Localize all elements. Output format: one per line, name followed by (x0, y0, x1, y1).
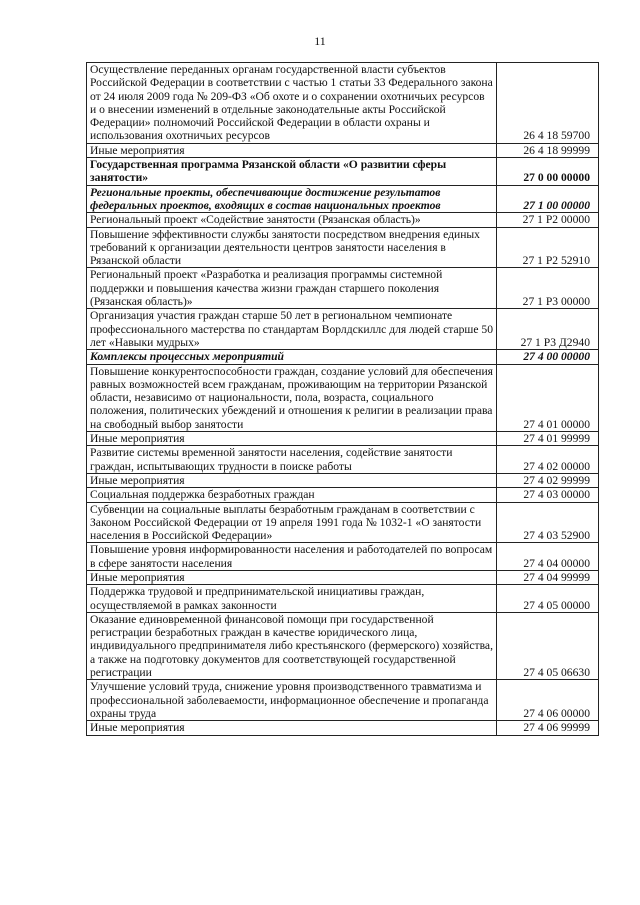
row-name: Субвенции на социальные выплаты безработным гражданам в соответствии с Законом Российской Федерации от 19 апреля 1991 года № 1032-1 «О занятости населения в Российской Федерации» (87, 502, 497, 543)
row-name: Оказание единовременной финансовой помощи при государственной регистрации безработных граждан в качестве юридического лица, индивидуального предпринимателя либо крестьянского (фермерского) хозяйства, а также на подготовку документов для соответствующей государственной регистрации (87, 612, 497, 679)
table-row (87, 227, 599, 268)
table-row (87, 309, 599, 350)
table-row (87, 185, 599, 213)
row-name: Иные мероприятия (87, 721, 497, 735)
table-row (87, 213, 599, 227)
table-row (87, 543, 599, 571)
row-code: 27 4 01 00000 (497, 364, 599, 431)
row-name: Развитие системы временной занятости населения, содействие занятости граждан, испытывающих трудности в поиске работы (87, 446, 497, 474)
row-code: 27 4 04 00000 (497, 543, 599, 571)
row-name: Региональные проекты, обеспечивающие достижение результатов федеральных проектов, входящих в состав национальных проектов (87, 185, 497, 213)
table-row (87, 143, 599, 157)
table-row (87, 350, 599, 364)
row-name: Иные мероприятия (87, 570, 497, 584)
row-code: 27 1 Р3 Д2940 (497, 309, 599, 350)
table-row (87, 364, 599, 431)
table-row (87, 502, 599, 543)
row-code: 27 1 Р2 52910 (497, 227, 599, 268)
row-name: Социальная поддержка безработных граждан (87, 488, 497, 502)
row-code: 27 4 06 99999 (497, 721, 599, 735)
table-row (87, 268, 599, 309)
row-name: Иные мероприятия (87, 432, 497, 446)
row-name: Организация участия граждан старше 50 лет в региональном чемпионате профессионального мастерства по стандартам Ворлдскиллс для людей старше 50 лет «Навыки мудрых» (87, 309, 497, 350)
row-name: Региональный проект «Содействие занятости (Рязанская область)» (87, 213, 497, 227)
row-code: 27 1 00 00000 (497, 185, 599, 213)
row-name: Иные мероприятия (87, 473, 497, 487)
row-code: 27 4 05 06630 (497, 612, 599, 679)
table-row (87, 488, 599, 502)
table-row (87, 446, 599, 474)
row-code: 27 4 01 99999 (497, 432, 599, 446)
row-code: 27 4 06 00000 (497, 680, 599, 721)
row-code: 27 4 04 99999 (497, 570, 599, 584)
row-name: Улучшение условий труда, снижение уровня производственного травматизма и профессиональной заболеваемости, информационное обеспечение и пропаганда охраны труда (87, 680, 497, 721)
row-code: 27 4 03 00000 (497, 488, 599, 502)
row-code: 27 4 05 00000 (497, 585, 599, 613)
row-name: Поддержка трудовой и предпринимательской инициативы граждан, осуществляемой в рамках законности (87, 585, 497, 613)
row-name: Осуществление переданных органам государственной власти субъектов Российской Федерации в соответствии с частью 1 статьи 33 Федерального закона от 24 июля 2009 года № 209-ФЗ «Об охоте и о сохранении охотничьих ресурсов и о внесении изменений в отдельные законодательные акты Российской Федерации» полномочий Российской Федерации в области охраны и использования охотничьих ресурсов (87, 63, 497, 144)
row-code: 26 4 18 99999 (497, 143, 599, 157)
table-row (87, 612, 599, 679)
table-row (87, 63, 599, 144)
row-name: Иные мероприятия (87, 143, 497, 157)
row-name: Повышение эффективности службы занятости посредством внедрения единых требований к организации деятельности центров занятости населения в Рязанской области (87, 227, 497, 268)
table-row (87, 473, 599, 487)
page-number: 11 (314, 34, 326, 48)
row-code: 27 1 Р3 00000 (497, 268, 599, 309)
table-row (87, 680, 599, 721)
row-code: 27 4 00 00000 (497, 350, 599, 364)
row-name: Региональный проект «Разработка и реализация программы системной поддержки и повышения качества жизни граждан старшего поколения (Рязанская область)» (87, 268, 497, 309)
row-code: 27 4 02 00000 (497, 446, 599, 474)
row-name: Повышение конкурентоспособности граждан, создание условий для обеспечения равных возможностей всем гражданам, проживающим на территории Рязанской области, независимо от национальности, пола, возраста, социального положения, политических убеждений и отношения к религии в реализации права на свободный выбор занятости (87, 364, 497, 431)
row-name: Повышение уровня информированности населения и работодателей по вопросам в сфере занятости населения (87, 543, 497, 571)
row-code: 27 4 03 52900 (497, 502, 599, 543)
table-row (87, 432, 599, 446)
row-code: 27 4 02 99999 (497, 473, 599, 487)
row-code: 26 4 18 59700 (497, 63, 599, 144)
table-row (87, 585, 599, 613)
row-name: Комплексы процессных мероприятий (87, 350, 497, 364)
row-code: 27 1 Р2 00000 (497, 213, 599, 227)
table-row (87, 721, 599, 735)
row-name: Государственная программа Рязанской области «О развитии сферы занятости» (87, 158, 497, 186)
table-row (87, 570, 599, 584)
table-row (87, 158, 599, 186)
row-code: 27 0 00 00000 (497, 158, 599, 186)
table-body (87, 63, 599, 736)
budget-classification-table (86, 62, 599, 736)
